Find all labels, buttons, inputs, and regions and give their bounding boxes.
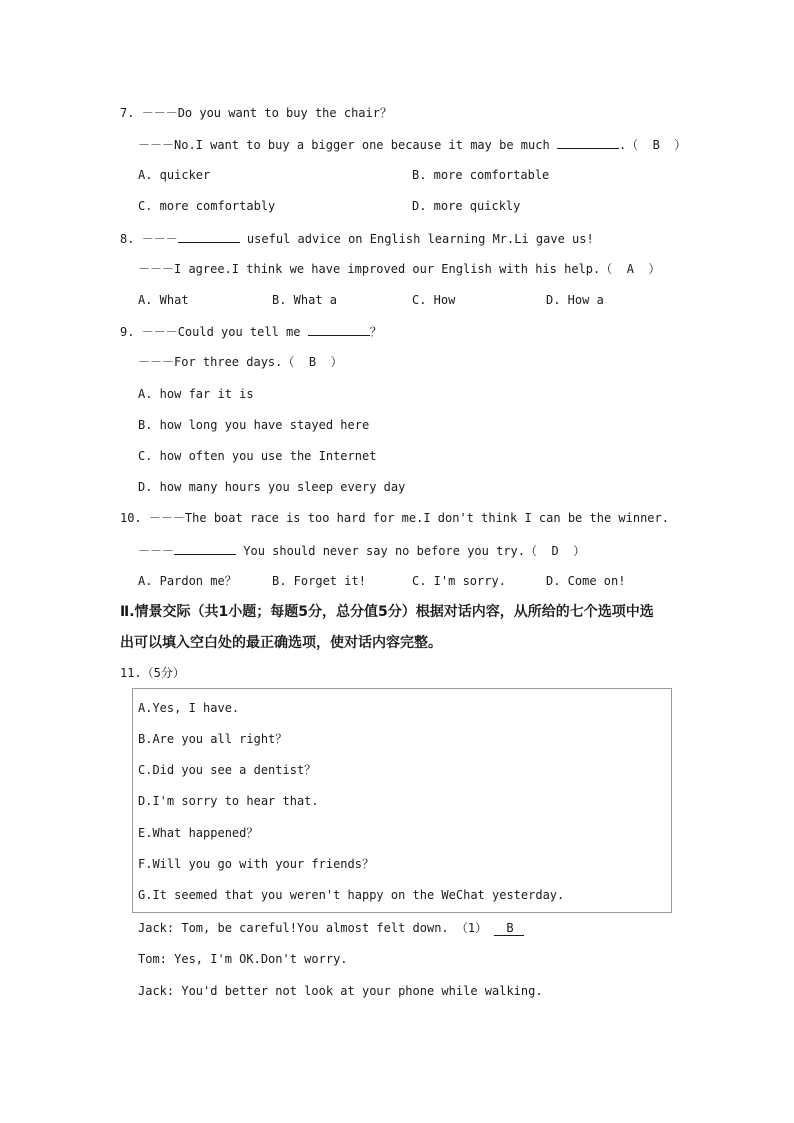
q8-prompt-text: useful advice on English learning Mr.Li gave us! <box>239 232 594 246</box>
q11-dialogue-line2: Tom: Yes, I'm OK.Don't worry. <box>138 952 348 966</box>
q11-dialogue-line3: Jack: You'd better not look at your phone while walking. <box>138 984 543 998</box>
q11-dialogue-line1-text: Jack: Tom, be careful!You almost felt down. （1） <box>138 921 488 935</box>
q9-reply: －－－For three days.（ B ） <box>138 355 343 369</box>
q10-option-a: A. Pardon me？ <box>138 574 237 588</box>
q7-prompt-text: －－－Do you want to buy the chair？ <box>141 106 392 120</box>
q10-option-b: B. Forget it! <box>272 574 366 588</box>
section2-heading-line2: 出可以填入空白处的最正确选项，使对话内容完整。 <box>120 635 442 651</box>
q9-number: 9. <box>120 325 135 339</box>
q11-dialogue-line1 <box>138 920 524 936</box>
q10-number: 10. <box>120 511 142 525</box>
q11-choice-a: A.Yes, I have. <box>138 701 240 715</box>
q7-option-b: B. more comfortable <box>412 168 550 182</box>
q7-option-c: C. more comfortably <box>138 199 276 213</box>
q7-answer: .（ B ） <box>618 138 687 152</box>
q8-reply: －－－I agree.I think we have improved our English with his help.（ A ） <box>138 262 661 276</box>
q10-reply-text: You should never say no before you try.（ D ） <box>236 544 586 558</box>
q10-option-c: C. I'm sorry. <box>412 574 506 588</box>
q9-option-d: D. how many hours you sleep every day <box>138 480 406 494</box>
q10-reply <box>138 542 585 559</box>
q11-choice-e: E.What happened？ <box>138 826 259 840</box>
q10-option-d: D. Come on! <box>546 574 626 588</box>
q11-label: 11.（5分） <box>120 666 185 680</box>
q8-number: 8. <box>120 232 135 246</box>
q7-option-d: D. more quickly <box>412 199 521 213</box>
q8-option-b: B. What a <box>272 293 338 307</box>
q8-prompt <box>120 230 594 247</box>
q9-prompt-text: －－－Could you tell me <box>141 325 308 339</box>
q9-question-mark: ？ <box>369 325 382 339</box>
q8-dashes: －－－ <box>141 232 178 246</box>
q10-dashes: －－－ <box>138 544 175 558</box>
q9-option-b: B. how long you have stayed here <box>138 418 370 432</box>
section2-heading-line1: Ⅱ.情景交际（共1小题；每题5分，总分值5分）根据对话内容，从所给的七个选项中选 <box>120 604 654 620</box>
q9-prompt <box>120 323 382 340</box>
q9-option-c: C. how often you use the Internet <box>138 449 377 463</box>
q7-prompt <box>120 105 392 121</box>
q9-option-a: A. how far it is <box>138 387 254 401</box>
q7-reply-text: －－－No.I want to buy a bigger one because it may be much <box>138 138 557 152</box>
q11-choice-b: B.Are you all right？ <box>138 732 288 746</box>
q10-prompt <box>120 510 669 526</box>
q11-choice-d: D.I'm sorry to hear that. <box>138 794 319 808</box>
q8-option-c: C. How <box>412 293 456 307</box>
q8-option-a: A. What <box>138 293 189 307</box>
q10-prompt-text: －－－The boat race is too hard for me.I don't think I can be the winner. <box>148 511 669 525</box>
q8-blank <box>178 230 240 243</box>
q9-blank <box>308 323 370 336</box>
q8-option-d: D. How a <box>546 293 604 307</box>
q7-blank <box>557 136 619 149</box>
q7-option-a: A. quicker <box>138 168 211 182</box>
q10-blank <box>174 542 236 555</box>
q7-number: 7. <box>120 106 135 120</box>
q11-answer-1: B <box>494 921 523 936</box>
q7-reply <box>138 136 686 153</box>
q11-choice-f: F.Will you go with your friends？ <box>138 857 374 871</box>
q11-choice-g: G.It seemed that you weren't happy on the WeChat yesterday. <box>138 888 565 902</box>
q11-choice-c: C.Did you see a dentist？ <box>138 763 317 777</box>
